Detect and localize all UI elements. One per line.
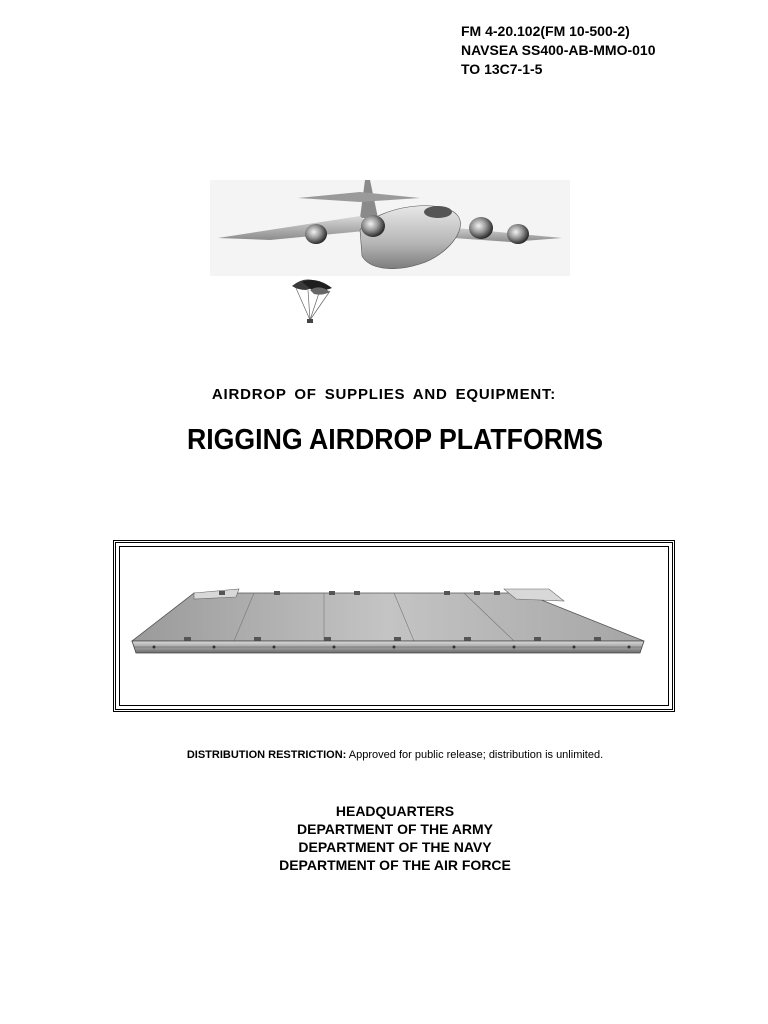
parachute-cluster-icon [292, 279, 332, 323]
engine-4 [507, 224, 529, 244]
publication-id-navsea: NAVSEA SS400-AB-MMO-010 [461, 42, 656, 58]
publication-id-fm: FM 4-20.102(FM 10-500-2) [461, 23, 630, 39]
distribution-label: DISTRIBUTION RESTRICTION: [186, 749, 347, 761]
cargo-aircraft-illustration [210, 178, 570, 328]
platform-illustration-frame [113, 540, 675, 712]
department-army: DEPARTMENT OF THE ARMY [297, 821, 493, 837]
engine-2 [361, 215, 385, 237]
platform-deck [132, 593, 644, 641]
distribution-text: Approved for public release; distribution is unlimited. [346, 749, 604, 761]
document-title: RIGGING AIRDROP PLATFORMS [186, 424, 604, 456]
airdrop-platform-illustration [124, 583, 662, 663]
headquarters-line: HEADQUARTERS [335, 803, 455, 819]
publication-id-to: TO 13C7-1-5 [461, 61, 543, 77]
engine-3 [469, 217, 493, 239]
headquarters-block [0, 802, 768, 874]
publication-identifiers [461, 22, 656, 79]
department-air-force: DEPARTMENT OF THE AIR FORCE [279, 857, 511, 873]
engine-1 [305, 224, 327, 244]
document-subtitle: AIRDROP OF SUPPLIES AND EQUIPMENT: [211, 386, 557, 403]
department-navy: DEPARTMENT OF THE NAVY [298, 839, 492, 855]
distribution-statement [0, 749, 768, 761]
